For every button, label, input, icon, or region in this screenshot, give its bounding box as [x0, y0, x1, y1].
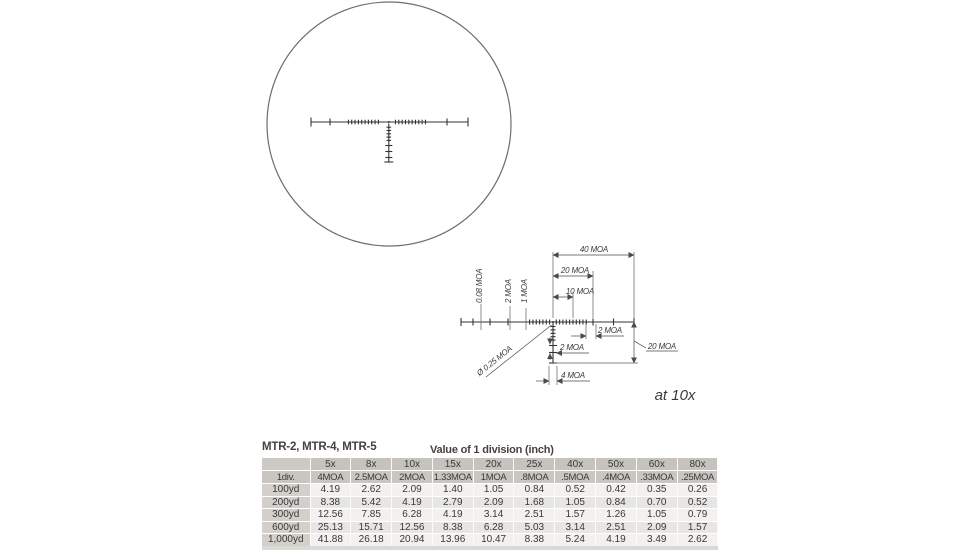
- mag-header: 25x: [514, 458, 555, 471]
- mag-header: 60x: [636, 458, 677, 471]
- dim-label-10moa: 10 MOA: [565, 287, 595, 296]
- value-cell: 13.96: [432, 534, 473, 547]
- value-cell: 12.56: [310, 509, 351, 522]
- value-cell: 2.62: [677, 534, 718, 547]
- value-cell: 2.09: [473, 496, 514, 509]
- center-dot: [388, 121, 390, 123]
- value-cell: 0.35: [636, 484, 677, 497]
- value-cell: 0.84: [596, 496, 637, 509]
- table-bottom-strip: [262, 546, 718, 550]
- mag-header: 10x: [392, 458, 433, 471]
- value-cell: 2.51: [514, 509, 555, 522]
- value-cell: 0.70: [636, 496, 677, 509]
- value-cell: 8.38: [432, 521, 473, 534]
- value-cell: 1.05: [473, 484, 514, 497]
- value-cell: 0.52: [555, 484, 596, 497]
- value-cell: 3.49: [636, 534, 677, 547]
- dim-label-20moa-top: 20 MOA: [560, 266, 590, 275]
- range-label: 100yd: [262, 484, 310, 497]
- div-value-header: 1MOA: [473, 471, 514, 484]
- range-label: 300yd: [262, 509, 310, 522]
- value-cell: 0.42: [596, 484, 637, 497]
- value-cell: 2.51: [596, 521, 637, 534]
- value-cell: 1.05: [636, 509, 677, 522]
- value-cell: 4.19: [432, 509, 473, 522]
- dim-label-2moa-vertical: 2 MOA: [560, 343, 584, 352]
- value-cell: 20.94: [392, 534, 433, 547]
- div-value-header: 4MOA: [310, 471, 351, 484]
- value-cell: 0.79: [677, 509, 718, 522]
- table-row: [262, 484, 718, 497]
- division-label: 1div.: [262, 471, 310, 484]
- value-cell: 41.88: [310, 534, 351, 547]
- mag-header: 50x: [596, 458, 637, 471]
- range-label: 600yd: [262, 521, 310, 534]
- value-cell: 10.47: [473, 534, 514, 547]
- mag-header: 20x: [473, 458, 514, 471]
- value-cell: 4.19: [392, 496, 433, 509]
- value-cell: 0.52: [677, 496, 718, 509]
- value-cell: 15.71: [351, 521, 392, 534]
- dim-label-40moa: 40 MOA: [579, 245, 609, 254]
- scope-view: [267, 2, 511, 246]
- extension-lines: [481, 252, 638, 385]
- division-header-row: [262, 471, 718, 484]
- value-cell: 1.57: [677, 521, 718, 534]
- value-cell: 2.09: [392, 484, 433, 497]
- value-cell: 6.28: [392, 509, 433, 522]
- value-cell: 8.38: [514, 534, 555, 547]
- value-cell: 3.14: [473, 509, 514, 522]
- mag-header: 8x: [351, 458, 392, 471]
- mag-header: 5x: [310, 458, 351, 471]
- value-cell: 25.13: [310, 521, 351, 534]
- value-cell: 1.40: [432, 484, 473, 497]
- mag-header: 80x: [677, 458, 718, 471]
- value-cell: 1.05: [555, 496, 596, 509]
- corner-cell: [262, 458, 310, 471]
- dim-label-center-dot-diameter: Ø 0.25 MOA: [475, 344, 514, 378]
- value-cell: 0.26: [677, 484, 718, 497]
- range-label: 200yd: [262, 496, 310, 509]
- value-cell: 2.62: [351, 484, 392, 497]
- table-row: [262, 509, 718, 522]
- value-cell: 3.14: [555, 521, 596, 534]
- value-cell: 5.42: [351, 496, 392, 509]
- div-value-header: 2MOA: [392, 471, 433, 484]
- dim-label-fine-spacing: 1 MOA: [520, 279, 529, 303]
- value-cell: 1.26: [596, 509, 637, 522]
- value-cell: 5.03: [514, 521, 555, 534]
- value-cell: 6.28: [473, 521, 514, 534]
- div-value-header: .33MOA: [636, 471, 677, 484]
- dim-label-4moa: 4 MOA: [561, 371, 585, 380]
- detail-ticks: [461, 318, 634, 363]
- value-cell: 4.19: [596, 534, 637, 547]
- dim-label-20moa-right: 20 MOA: [647, 342, 677, 351]
- div-value-header: 2.5MOA: [351, 471, 392, 484]
- magnification-note: at 10x: [654, 387, 696, 404]
- div-value-header: .25MOA: [677, 471, 718, 484]
- value-cell: 1.68: [514, 496, 555, 509]
- div-value-header: .4MOA: [596, 471, 637, 484]
- value-cell: 4.19: [310, 484, 351, 497]
- value-cell: 5.24: [555, 534, 596, 547]
- div-value-header: .5MOA: [555, 471, 596, 484]
- value-cell: 0.84: [514, 484, 555, 497]
- detail-center-dot: [552, 321, 554, 323]
- value-cell: 2.09: [636, 521, 677, 534]
- reticle-models-title: MTR-2, MTR-4, MTR-5: [262, 441, 377, 453]
- mag-header: 40x: [555, 458, 596, 471]
- table-row: [262, 534, 718, 547]
- table-row: [262, 521, 718, 534]
- value-cell: 8.38: [310, 496, 351, 509]
- dim-label-coarse-spacing: 2 MOA: [504, 279, 513, 303]
- reticle-detail-diagram: [461, 245, 678, 385]
- div-value-header: .8MOA: [514, 471, 555, 484]
- div-value-header: 1.33MOA: [433, 471, 472, 483]
- value-cell: 26.18: [351, 534, 392, 547]
- value-cell: 1.57: [555, 509, 596, 522]
- dim-label-line-width: 0.08 MOA: [475, 268, 484, 303]
- table-row: [262, 496, 718, 509]
- value-cell: 2.79: [432, 496, 473, 509]
- table-title: Value of 1 division (inch): [430, 444, 554, 456]
- magnification-header-row: [262, 458, 718, 471]
- value-cell: 12.56: [392, 521, 433, 534]
- reticle-ticks: [311, 118, 468, 163]
- division-value-table: [262, 458, 718, 547]
- mag-header: 15x: [432, 458, 473, 471]
- value-cell: 7.85: [351, 509, 392, 522]
- range-label: 1,000yd: [262, 534, 310, 547]
- dim-label-2moa-right: 2 MOA: [598, 326, 622, 335]
